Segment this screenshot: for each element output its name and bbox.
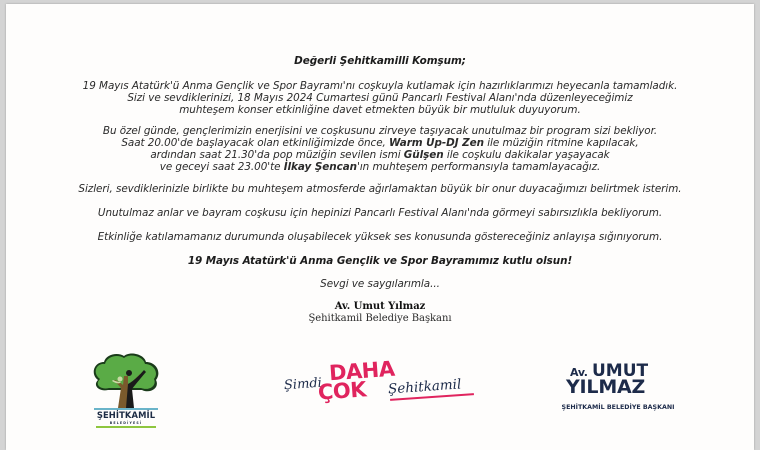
paragraph2-line2 [0,137,760,149]
text-fragment: Saat 20.00'de başlayacak olan etkinliğimizde önce, [121,137,390,149]
paragraph3: Sizleri, sevdiklerinizle birlikte bu muhteşem atmosferde ağırlamaktan büyük bir onur duyacağımızı belirtmek isterim. [78,183,682,195]
campaign-word-simdi: Şimdi [283,375,323,394]
text-fragment: ve geceyi saat 23.00'te [159,161,284,173]
paragraph2-line4 [0,161,760,173]
paragraph1-line3: muhteşem konser etkinliğine davet etmekten büyük bir mutluluk duyuyorum. [179,104,581,116]
paragraph5: Etkinliğe katılamamanız durumunda oluşabilecek yüksek ses konusunda göstereceğiniz anlayışa sığınıyorum. [97,231,663,243]
logo-divider [96,426,156,428]
paragraph2-line1: Bu özel günde, gençlerimizin enerjisini ve coşkusunu zirveye taşıyacak unutulmaz bir program sizi bekliyor. [102,125,658,137]
paragraph1-line2: Sizi ve sevdiklerinizi, 18 Mayıs 2024 Cumartesi günü Pancarlı Festival Alanı'nda düzenleyeceğimiz [127,92,633,104]
municipality-logo-title: ŞEHİTKAMİL [96,410,156,420]
signature-title: Şehitkamil Belediye Başkanı [308,313,452,324]
signature-name: Av. Umut Yılmaz [334,301,426,312]
text-fragment: ardından saat 21.30'da pop müziğin sevilen ismi [150,149,404,161]
closing: Sevgi ve saygılarımla... [320,278,440,290]
performer-ilkay-sencan: İlkay Şencan [283,161,358,173]
performer-gulsen: Gülşen [403,149,444,161]
paragraph4: Unutulmaz anlar ve bayram coşkusu için hepinizi Pancarlı Festival Alanı'nda görmeyi sabırsızlıkla bekliyorum. [97,207,663,219]
mayor-logo-first-name: UMUT [592,361,649,381]
campaign-logo [282,356,482,420]
salutation: Değerli Şehitkamilli Komşum; [294,55,466,67]
text-fragment: 'ın muhteşem performansıyla tamamlayacağız. [357,161,601,173]
municipality-logo [88,352,164,428]
text-fragment: ile coşkulu dakikalar yaşayacak [443,149,610,161]
campaign-word-cok: ÇOK [317,377,367,405]
mayor-logo-title: ŞEHİTKAMİL BELEDİYE BAŞKANI [561,404,675,411]
tree-icon [88,352,164,410]
performer-dj-zen: Warm Up-DJ Zen [389,137,484,149]
campaign-word-daha: DAHA [328,356,396,386]
mayor-logo-prefix: Av. [570,366,588,379]
mayor-logo-last-name: YILMAZ [566,376,646,398]
celebration-line: 19 Mayıs Atatürk'ü Anma Gençlik ve Spor Bayramımız kutlu olsun! [187,255,573,267]
text-fragment: ile müziğin ritmine kapılacak, [483,137,639,149]
campaign-word-sehitkamil: Şehitkamil [387,376,462,398]
paragraph2-line3 [0,149,760,161]
paragraph1-line1: 19 Mayıs Atatürk'ü Anma Gençlik ve Spor Bayramı'nı coşkuyla kutlamak için hazırlıklarımızı heyecanla tamamladık. [82,80,678,92]
mayor-logo [556,360,676,420]
municipality-logo-subtitle: BELEDİYESİ [109,421,143,425]
